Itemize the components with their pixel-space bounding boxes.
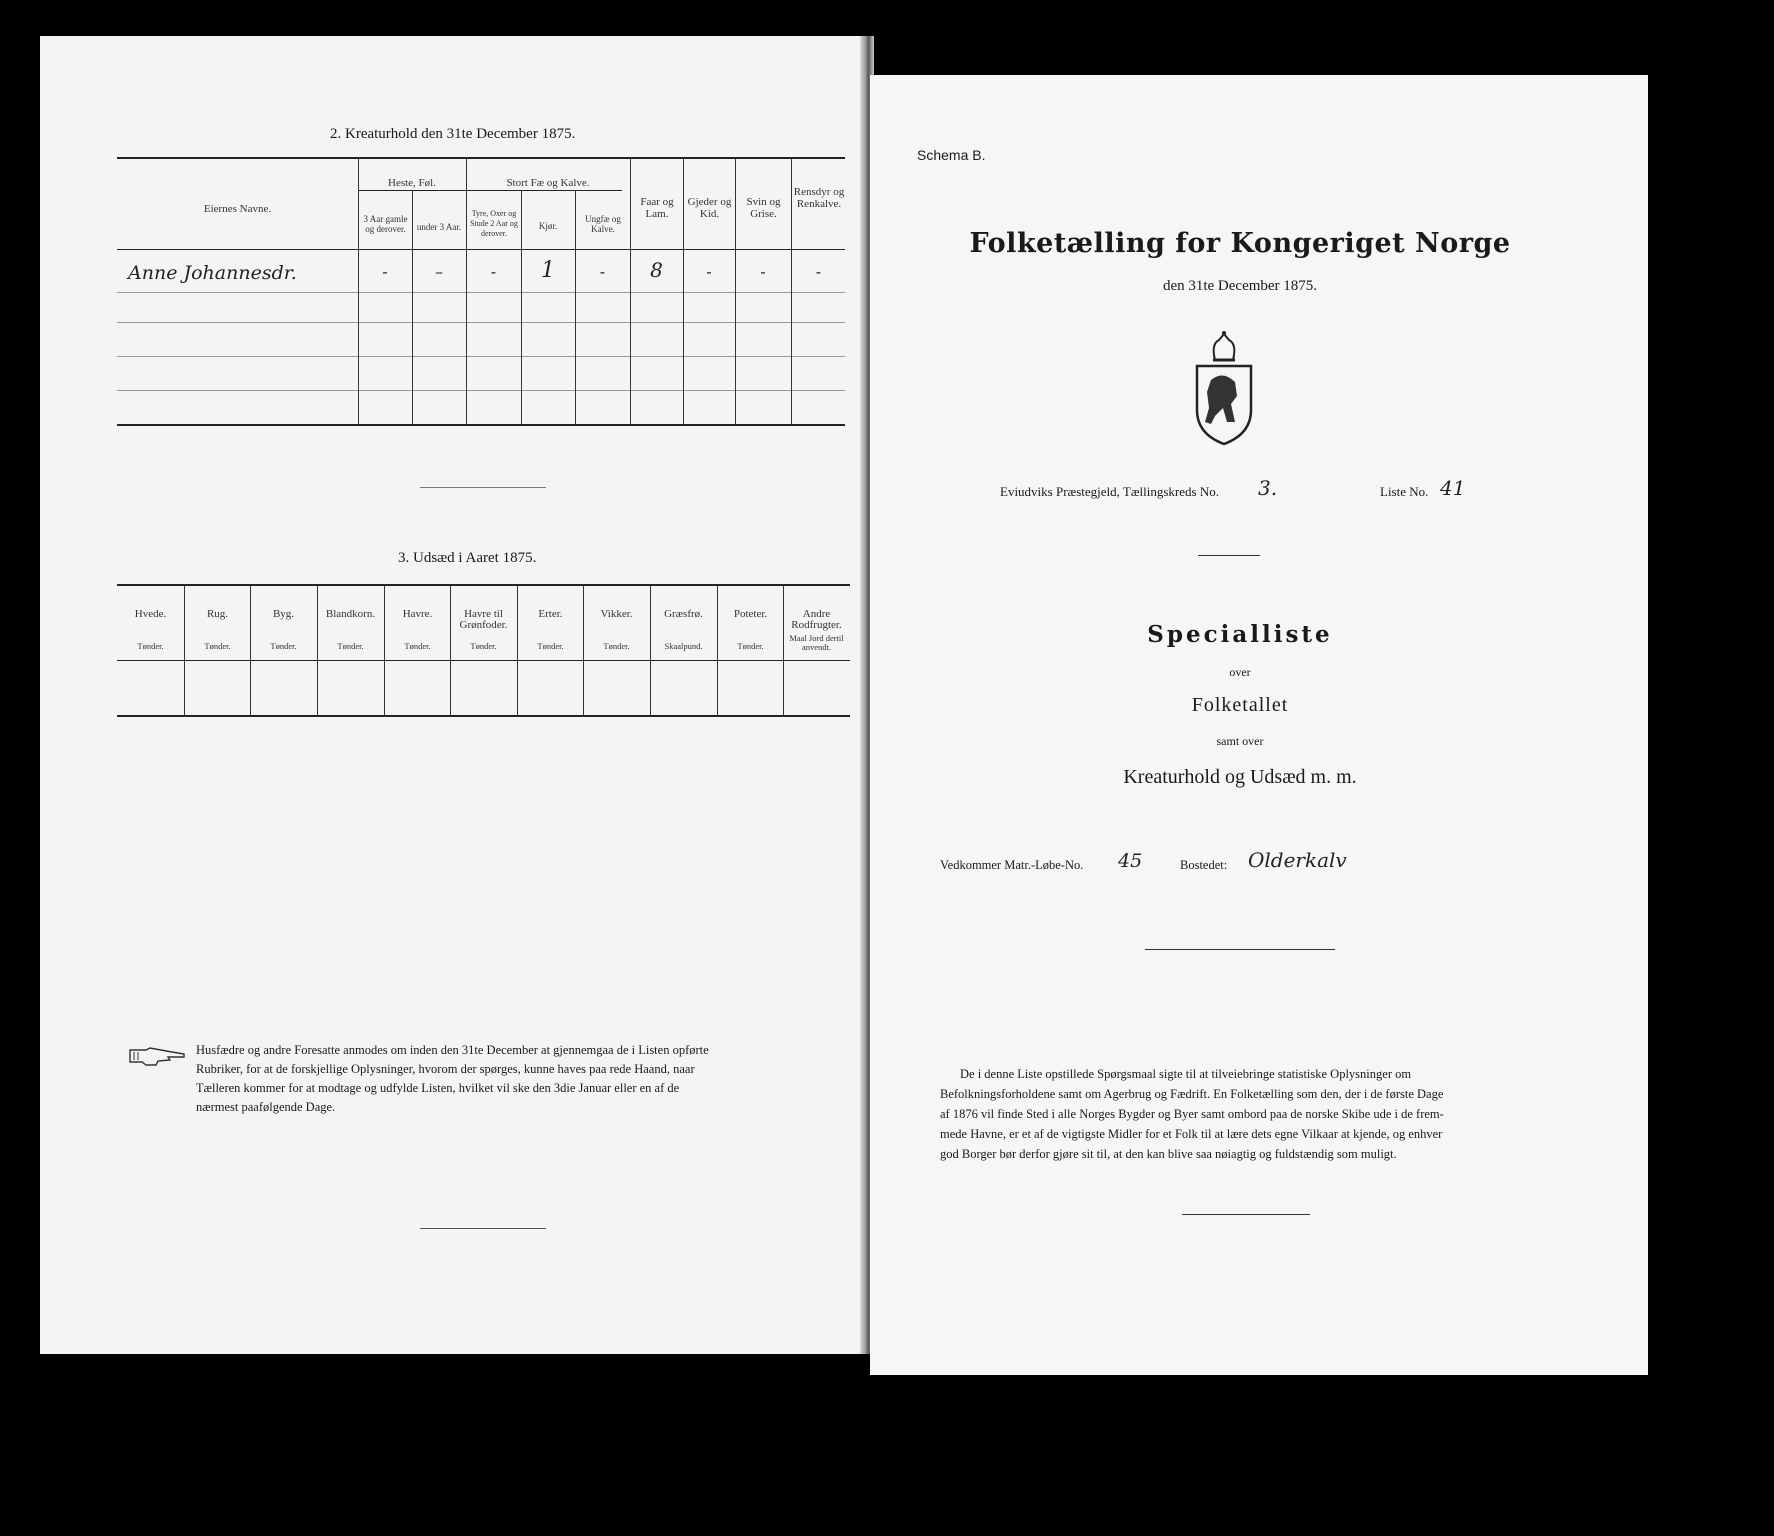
matr-label: Vedkommer Matr.-Løbe-No. bbox=[940, 858, 1084, 872]
seed-column-header: Poteter. bbox=[733, 608, 768, 620]
footnote-line: nærmest paafølgende Dage. bbox=[196, 1100, 336, 1114]
section3-title: 3. Udsæd i Aaret 1875. bbox=[398, 550, 537, 566]
header-tyre: Tyre, Oxer og Stude 2 Aar og derover. bbox=[470, 209, 518, 238]
seed-unit-label: Tønder. bbox=[737, 641, 764, 651]
info-line: af 1876 vil finde Sted i alle Norges Bygder og Byer samt ombord paa de norske Skibe ude i de frem- bbox=[940, 1107, 1444, 1121]
seed-column-header: Blandkorn. bbox=[325, 608, 376, 620]
seed-unit-label: Tønder. bbox=[137, 641, 164, 651]
matr-number: 45 bbox=[1118, 850, 1143, 872]
seed-column-header: Hvede. bbox=[134, 608, 167, 620]
seed-unit-label: Tønder. bbox=[337, 641, 364, 651]
cell-kjor: 1 bbox=[541, 258, 555, 283]
cell-faar: 8 bbox=[650, 258, 663, 282]
divider bbox=[420, 487, 546, 488]
over-text: over bbox=[1229, 665, 1251, 679]
column-divider bbox=[583, 586, 584, 716]
bosted-value: Olderkalv bbox=[1248, 848, 1347, 872]
seed-column-header: Havre. bbox=[402, 608, 433, 620]
section2-title: 2. Kreaturhold den 31te December 1875. bbox=[330, 126, 576, 142]
divider bbox=[1198, 555, 1260, 556]
schema-label: Schema B. bbox=[917, 147, 986, 163]
cell-rensdyr: - bbox=[815, 262, 822, 281]
specialliste-heading: Specialliste bbox=[1147, 621, 1333, 648]
seed-unit-label: Skaalpund. bbox=[664, 641, 703, 651]
column-divider bbox=[250, 586, 251, 716]
column-divider bbox=[450, 586, 451, 716]
divider bbox=[420, 1228, 546, 1229]
divider bbox=[1182, 1214, 1310, 1215]
seed-unit-label: Tønder. bbox=[603, 641, 630, 651]
left-page bbox=[40, 36, 862, 1354]
header-owner-name: Eiernes Navne. bbox=[203, 203, 272, 215]
column-divider bbox=[184, 586, 185, 716]
cell-gjeder: - bbox=[706, 262, 712, 281]
seed-column-header: Græsfrø. bbox=[664, 608, 703, 620]
owner-name-cell: Anne Johannesdr. bbox=[128, 262, 297, 284]
header-kjor: Kjør. bbox=[538, 221, 558, 231]
column-divider bbox=[384, 586, 385, 716]
form-date: den 31te December 1875. bbox=[1162, 278, 1318, 294]
seed-unit-label: Maal Jord dertil anvendt. bbox=[789, 633, 844, 652]
folketallet-heading: Folketallet bbox=[1191, 694, 1289, 716]
seed-column-header: Byg. bbox=[272, 608, 295, 620]
footnote-line: Rubriker, for at de forskjellige Oplysninger, hvorom der spørges, kunne haves paa rede Haand, naar bbox=[196, 1062, 695, 1076]
column-divider bbox=[317, 586, 318, 716]
info-line: Befolkningsforholdene samt om Agerbrug og Fædrift. En Folketælling som den, der i de første Dage bbox=[940, 1087, 1444, 1101]
seed-unit-label: Tønder. bbox=[470, 641, 497, 651]
header-rensdyr: Rensdyr og Renkalve. bbox=[793, 186, 845, 210]
header-stort-fae: Stort Fæ og Kalve. bbox=[506, 177, 590, 189]
seed-column-header: Andre Rodfrugter. bbox=[791, 608, 842, 631]
info-line: De i denne Liste opstillede Spørgsmaal sigte til at tilveiebringe statistiske Oplysninger om bbox=[960, 1067, 1412, 1081]
column-divider bbox=[717, 586, 718, 716]
header-ungfae: Ungfæ og Kalve. bbox=[585, 214, 621, 234]
cell-ungfae: - bbox=[599, 262, 606, 281]
cell-heste-young: – bbox=[435, 262, 443, 281]
cell-svin: - bbox=[760, 262, 766, 281]
header-faar: Faar og Lam. bbox=[640, 196, 674, 220]
seed-unit-label: Tønder. bbox=[204, 641, 231, 651]
seed-column-header: Havre til Grønfoder. bbox=[459, 608, 508, 631]
pointing-hand-icon bbox=[128, 1046, 186, 1068]
samt-over-text: samt over bbox=[1216, 734, 1264, 748]
right-page bbox=[870, 75, 1648, 1375]
header-svin: Svin og Grise. bbox=[746, 196, 781, 220]
district-label: Eviudviks Præstegjeld, Tællingskreds No. bbox=[1000, 484, 1219, 499]
kreaturhold-heading: Kreaturhold og Udsæd m. m. bbox=[1123, 766, 1357, 788]
district-number: 3. bbox=[1258, 476, 1278, 500]
divider bbox=[1145, 949, 1335, 950]
column-divider bbox=[517, 586, 518, 716]
header-heste-young: under 3 Aar. bbox=[416, 222, 462, 232]
seed-unit-label: Tønder. bbox=[537, 641, 564, 651]
header-gjeder: Gjeder og Kid. bbox=[687, 196, 732, 220]
seed-unit-label: Tønder. bbox=[270, 641, 297, 651]
liste-label: Liste No. bbox=[1380, 484, 1429, 499]
cell-heste-adult: - bbox=[382, 262, 388, 281]
seed-unit-label: Tønder. bbox=[404, 641, 431, 651]
bosted-label: Bostedet: bbox=[1180, 858, 1228, 872]
seed-column-header: Vikker. bbox=[600, 608, 633, 620]
info-line: mede Havne, er et af de vigtigste Midler for et Folk til at lære dets egne Vilkaar at kjende, og enhver bbox=[940, 1127, 1443, 1141]
liste-number: 41 bbox=[1440, 476, 1466, 500]
header-heste: Heste, Føl. bbox=[388, 177, 436, 189]
footnote-line: Tælleren kommer for at modtage og udfylde Listen, hvilket vil ske den 3die Januar eller en af de bbox=[196, 1081, 680, 1095]
info-line: god Borger bør derfor gjøre sit til, at den kan blive saa nøiagtig og fuldstændig som muligt. bbox=[940, 1147, 1397, 1161]
column-divider bbox=[650, 586, 651, 716]
footnote-line: Husfædre og andre Foresatte anmodes om inden den 31te December at gjennemgaa de i Listen opførte bbox=[196, 1043, 709, 1057]
seed-column-header: Erter. bbox=[538, 608, 563, 620]
coat-of-arms-icon bbox=[1193, 330, 1255, 446]
seed-column-header: Rug. bbox=[206, 608, 229, 620]
header-heste-adult: 3 Aar gamle og derover. bbox=[363, 214, 408, 234]
form-title: Folketælling for Kongeriget Norge bbox=[969, 228, 1511, 259]
cell-tyre: - bbox=[490, 262, 497, 281]
